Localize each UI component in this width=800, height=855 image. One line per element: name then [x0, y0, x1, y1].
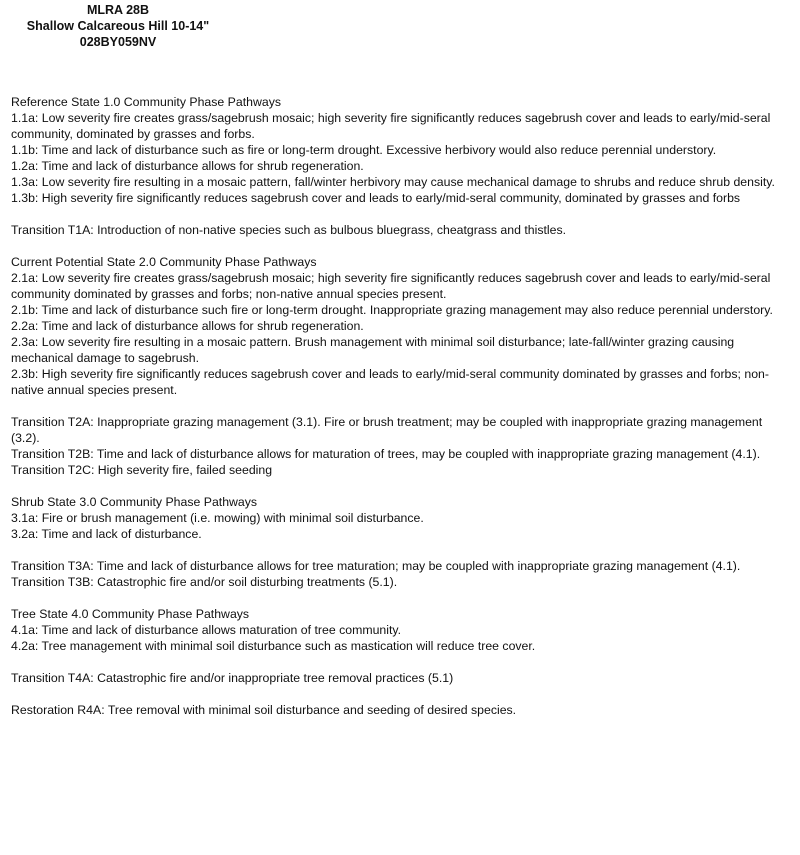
section-heading: Current Potential State 2.0 Community Phase Pathways [11, 255, 317, 269]
ecological-site-id: 028BY059NV [79, 35, 157, 49]
narrative-line: 4.1a: Time and lack of disturbance allows maturation of tree community. [11, 623, 402, 637]
mlra-label: MLRA 28B [86, 3, 150, 17]
narrative-line: 2.3a: Low severity fire resulting in a mosaic pattern. Brush management with minimal soil disturbance; late-fall/winter grazing causing mechanical damage to sagebrush. [11, 335, 735, 365]
narrative-line: 2.3b: High severity fire significantly reduces sagebrush cover and leads to early/mid-seral community dominated by grasses and forbs; non-native annual species present. [11, 367, 769, 397]
narrative-line: Transition T4A: Catastrophic fire and/or inappropriate tree removal practices (5.1) [11, 671, 454, 685]
narrative-line: 2.1a: Low severity fire creates grass/sagebrush mosaic; high severity fire significantly reduces sagebrush cover and leads to early/mid-seral community dominated by grasses and forbs; non-native annual species present. [11, 271, 771, 301]
section-tree-state [11, 606, 793, 654]
narrative-line: 1.2a: Time and lack of disturbance allows for shrub regeneration. [11, 159, 364, 173]
narrative-line: Transition T3A: Time and lack of disturbance allows for tree maturation; may be coupled with inappropriate grazing management (4.1). [11, 559, 741, 573]
narrative-line: 1.1b: Time and lack of disturbance such as fire or long-term drought. Excessive herbivory would also reduce perennial understory. [11, 143, 717, 157]
section-heading: Reference State 1.0 Community Phase Pathways [11, 95, 281, 109]
narrative-line: 3.2a: Time and lack of disturbance. [11, 527, 202, 541]
section-reference-state [11, 94, 793, 206]
narrative-line: Transition T2B: Time and lack of disturbance allows for maturation of trees, may be coupled with inappropriate grazing management (4.1). [11, 447, 761, 461]
narrative-line: 4.2a: Tree management with minimal soil disturbance such as mastication will reduce tree cover. [11, 639, 536, 653]
pathway-narrative [11, 94, 793, 734]
narrative-line: 2.2a: Time and lack of disturbance allows for shrub regeneration. [11, 319, 364, 333]
narrative-line: 1.1a: Low severity fire creates grass/sagebrush mosaic; high severity fire significantly reduces sagebrush cover and leads to early/mid-seral community, dominated by grasses and forbs. [11, 111, 771, 141]
section-heading: Shrub State 3.0 Community Phase Pathways [11, 495, 258, 509]
narrative-line: 3.1a: Fire or brush management (i.e. mowing) with minimal soil disturbance. [11, 511, 424, 525]
section-transition-t1 [11, 222, 793, 238]
section-transition-t2 [11, 414, 793, 478]
document-header [0, 2, 236, 50]
section-heading: Tree State 4.0 Community Phase Pathways [11, 607, 250, 621]
narrative-line: Transition T3B: Catastrophic fire and/or soil disturbing treatments (5.1). [11, 575, 398, 589]
ecological-site-name: Shallow Calcareous Hill 10-14" [26, 19, 210, 33]
narrative-line: Transition T2C: High severity fire, failed seeding [11, 463, 273, 477]
section-restoration-r4 [11, 702, 793, 718]
section-transition-t3 [11, 558, 793, 590]
narrative-line: 2.1b: Time and lack of disturbance such fire or long-term drought. Inappropriate grazing management may also reduce perennial understory. [11, 303, 773, 317]
narrative-line: 1.3b: High severity fire significantly reduces sagebrush cover and leads to early/mid-seral community, dominated by grasses and forbs [11, 191, 741, 205]
section-transition-t4 [11, 670, 793, 686]
narrative-line: 1.3a: Low severity fire resulting in a mosaic pattern, fall/winter herbivory may cause mechanical damage to shrubs and reduce shrub density. [11, 175, 775, 189]
section-current-potential-state [11, 254, 793, 398]
narrative-line: Transition T1A: Introduction of non-native species such as bulbous bluegrass, cheatgrass and thistles. [11, 223, 567, 237]
narrative-line: Transition T2A: Inappropriate grazing management (3.1). Fire or brush treatment; may be coupled with inappropriate grazing management (3.2). [11, 415, 763, 445]
section-shrub-state [11, 494, 793, 542]
narrative-line: Restoration R4A: Tree removal with minimal soil disturbance and seeding of desired species. [11, 703, 517, 717]
